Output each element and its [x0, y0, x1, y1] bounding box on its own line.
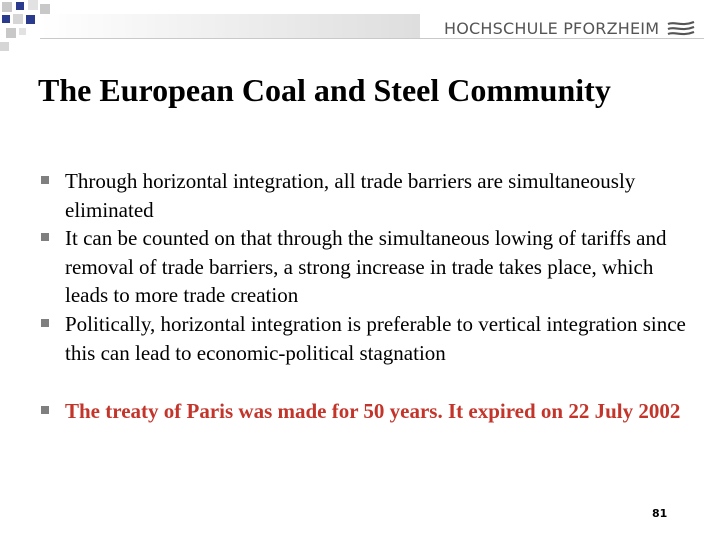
slide-title: The European Coal and Steel Community	[38, 72, 611, 108]
bullet-item	[38, 224, 688, 310]
bullet-item	[38, 167, 688, 224]
page-number: 81	[652, 507, 668, 520]
wave-stripes-icon	[667, 20, 695, 36]
square-bullet-icon	[41, 406, 49, 414]
header-band	[40, 14, 420, 38]
bullet-text: Through horizontal integration, all trade barriers are simultaneously eliminated	[65, 169, 636, 222]
bullet-text: It can be counted on that through the simultaneous lowing of tariffs and removal of trade barriers, a strong increase in trade takes place, which leads to more trade creation	[65, 226, 667, 308]
square-bullet-icon	[41, 233, 49, 241]
university-logo	[444, 16, 695, 40]
bullet-list	[38, 167, 688, 426]
bullet-item	[38, 310, 688, 367]
bullet-text: Politically, horizontal integration is preferable to vertical integration since this can lead to economic-political stagnation	[65, 311, 686, 365]
square-bullet-icon	[41, 176, 49, 184]
square-bullet-icon	[41, 319, 49, 327]
highlight-bullet-text: The treaty of Paris was made for 50 years. It expired on 22 July 2002	[65, 399, 681, 424]
highlight-bullet-item	[38, 397, 688, 426]
logo-text: HOCHSCHULE PFORZHEIM	[444, 18, 660, 38]
